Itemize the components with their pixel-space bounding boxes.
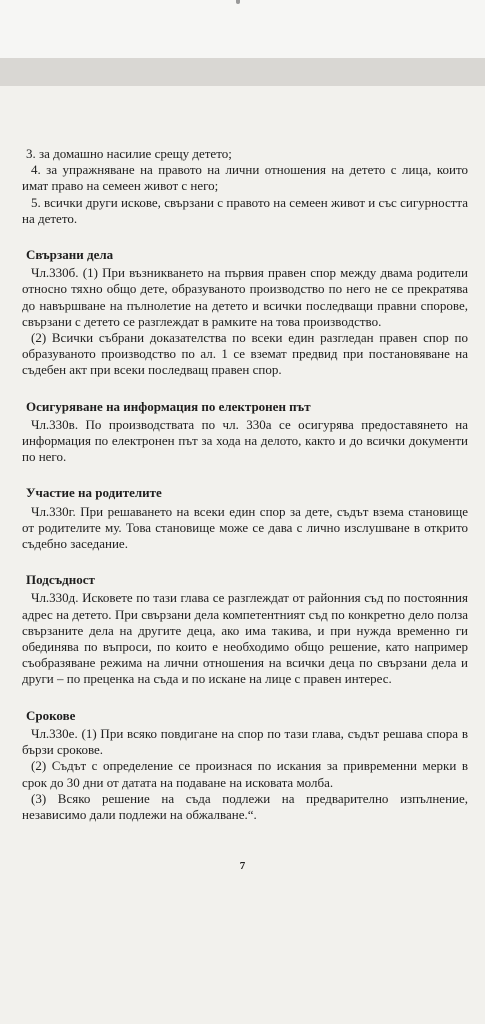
previous-page-strip	[0, 0, 485, 58]
section-heading: Подсъдност	[26, 572, 95, 588]
paragraph: Чл.330г. При решаването на всеки един спор за дете, съдът взема становище от родителите му. Това становище може се дава с лично изслушване в открито съдебно заседание.	[22, 503, 468, 552]
section-jurisdiction	[22, 572, 468, 687]
paragraph: Чл.330е. (1) При всяко повдигане на спор по тази глава, съдът решава спора в бързи срокове.	[22, 725, 468, 758]
list-item: 3. за домашно насилие срещу детето;	[26, 146, 232, 161]
paragraph: Чл.330д. Исковете по тази глава се разглеждат от районния съд по постоянния адрес на детето. При свързани дела компетентният съд по конкретно дело полза свързаните дела на другите деца, ако има такива, и при нужда временно ги обединява по въпроси, по които е необходимо общо решение, като например съобразяване режима на лични отношения на всички деца по свързани дела и други – по преценка на съда и по искане на лице с правен интерес.	[22, 590, 468, 687]
section-related-cases	[22, 247, 468, 379]
list-item: 5. всички други искове, свързани с правото на семеен живот и със сигурността на детето.	[22, 194, 468, 226]
list-item: 4. за упражняване на правото на лични отношения на детето с лица, които имат право на семеен живот с него;	[22, 162, 468, 194]
paragraph: Чл.330б. (1) При възникването на първия правен спор между двама родители относно тяхно общо дете, образуваното производство по него не се прекратява до навършване на пълнолетие на детето и всички последващи правни спорове, свързани с детето се разглеждат в рамките на това производство.	[22, 265, 468, 329]
scroll-mark	[236, 0, 240, 4]
section-heading: Срокове	[26, 707, 76, 723]
page-number: 7	[239, 860, 246, 872]
section-heading: Осигуряване на информация по електронен път	[26, 398, 311, 414]
section-deadlines	[22, 708, 468, 823]
list-block	[22, 146, 468, 227]
paragraph: (3) Всяко решение на съда подлежи на предварително изпълнение, независимо дали подлежи на обжалване.“.	[22, 790, 468, 822]
page-gap	[0, 58, 485, 86]
page-content	[22, 146, 468, 823]
section-heading: Свързани дела	[26, 247, 114, 263]
section-heading: Участие на родителите	[26, 485, 162, 501]
paragraph: (2) Съдът с определение се произнася по искания за привременни мерки в срок до 30 дни от датата на подаване на исковата молба.	[22, 758, 468, 790]
section-parents-participation	[22, 485, 468, 552]
paragraph: (2) Всички събрани доказателства по всеки един разгледан правен спор по образуваното производство по ал. 1 се вземат предвид при постановяване на съдебен акт при всеки последващ правен спор.	[22, 330, 468, 378]
section-electronic-info	[22, 399, 468, 466]
paragraph: Чл.330в. По производствата по чл. 330а се осигурява предоставянето на информация по електронен път за хода на делото, както и до всички документи по него.	[22, 416, 468, 465]
document-page	[0, 86, 485, 1024]
